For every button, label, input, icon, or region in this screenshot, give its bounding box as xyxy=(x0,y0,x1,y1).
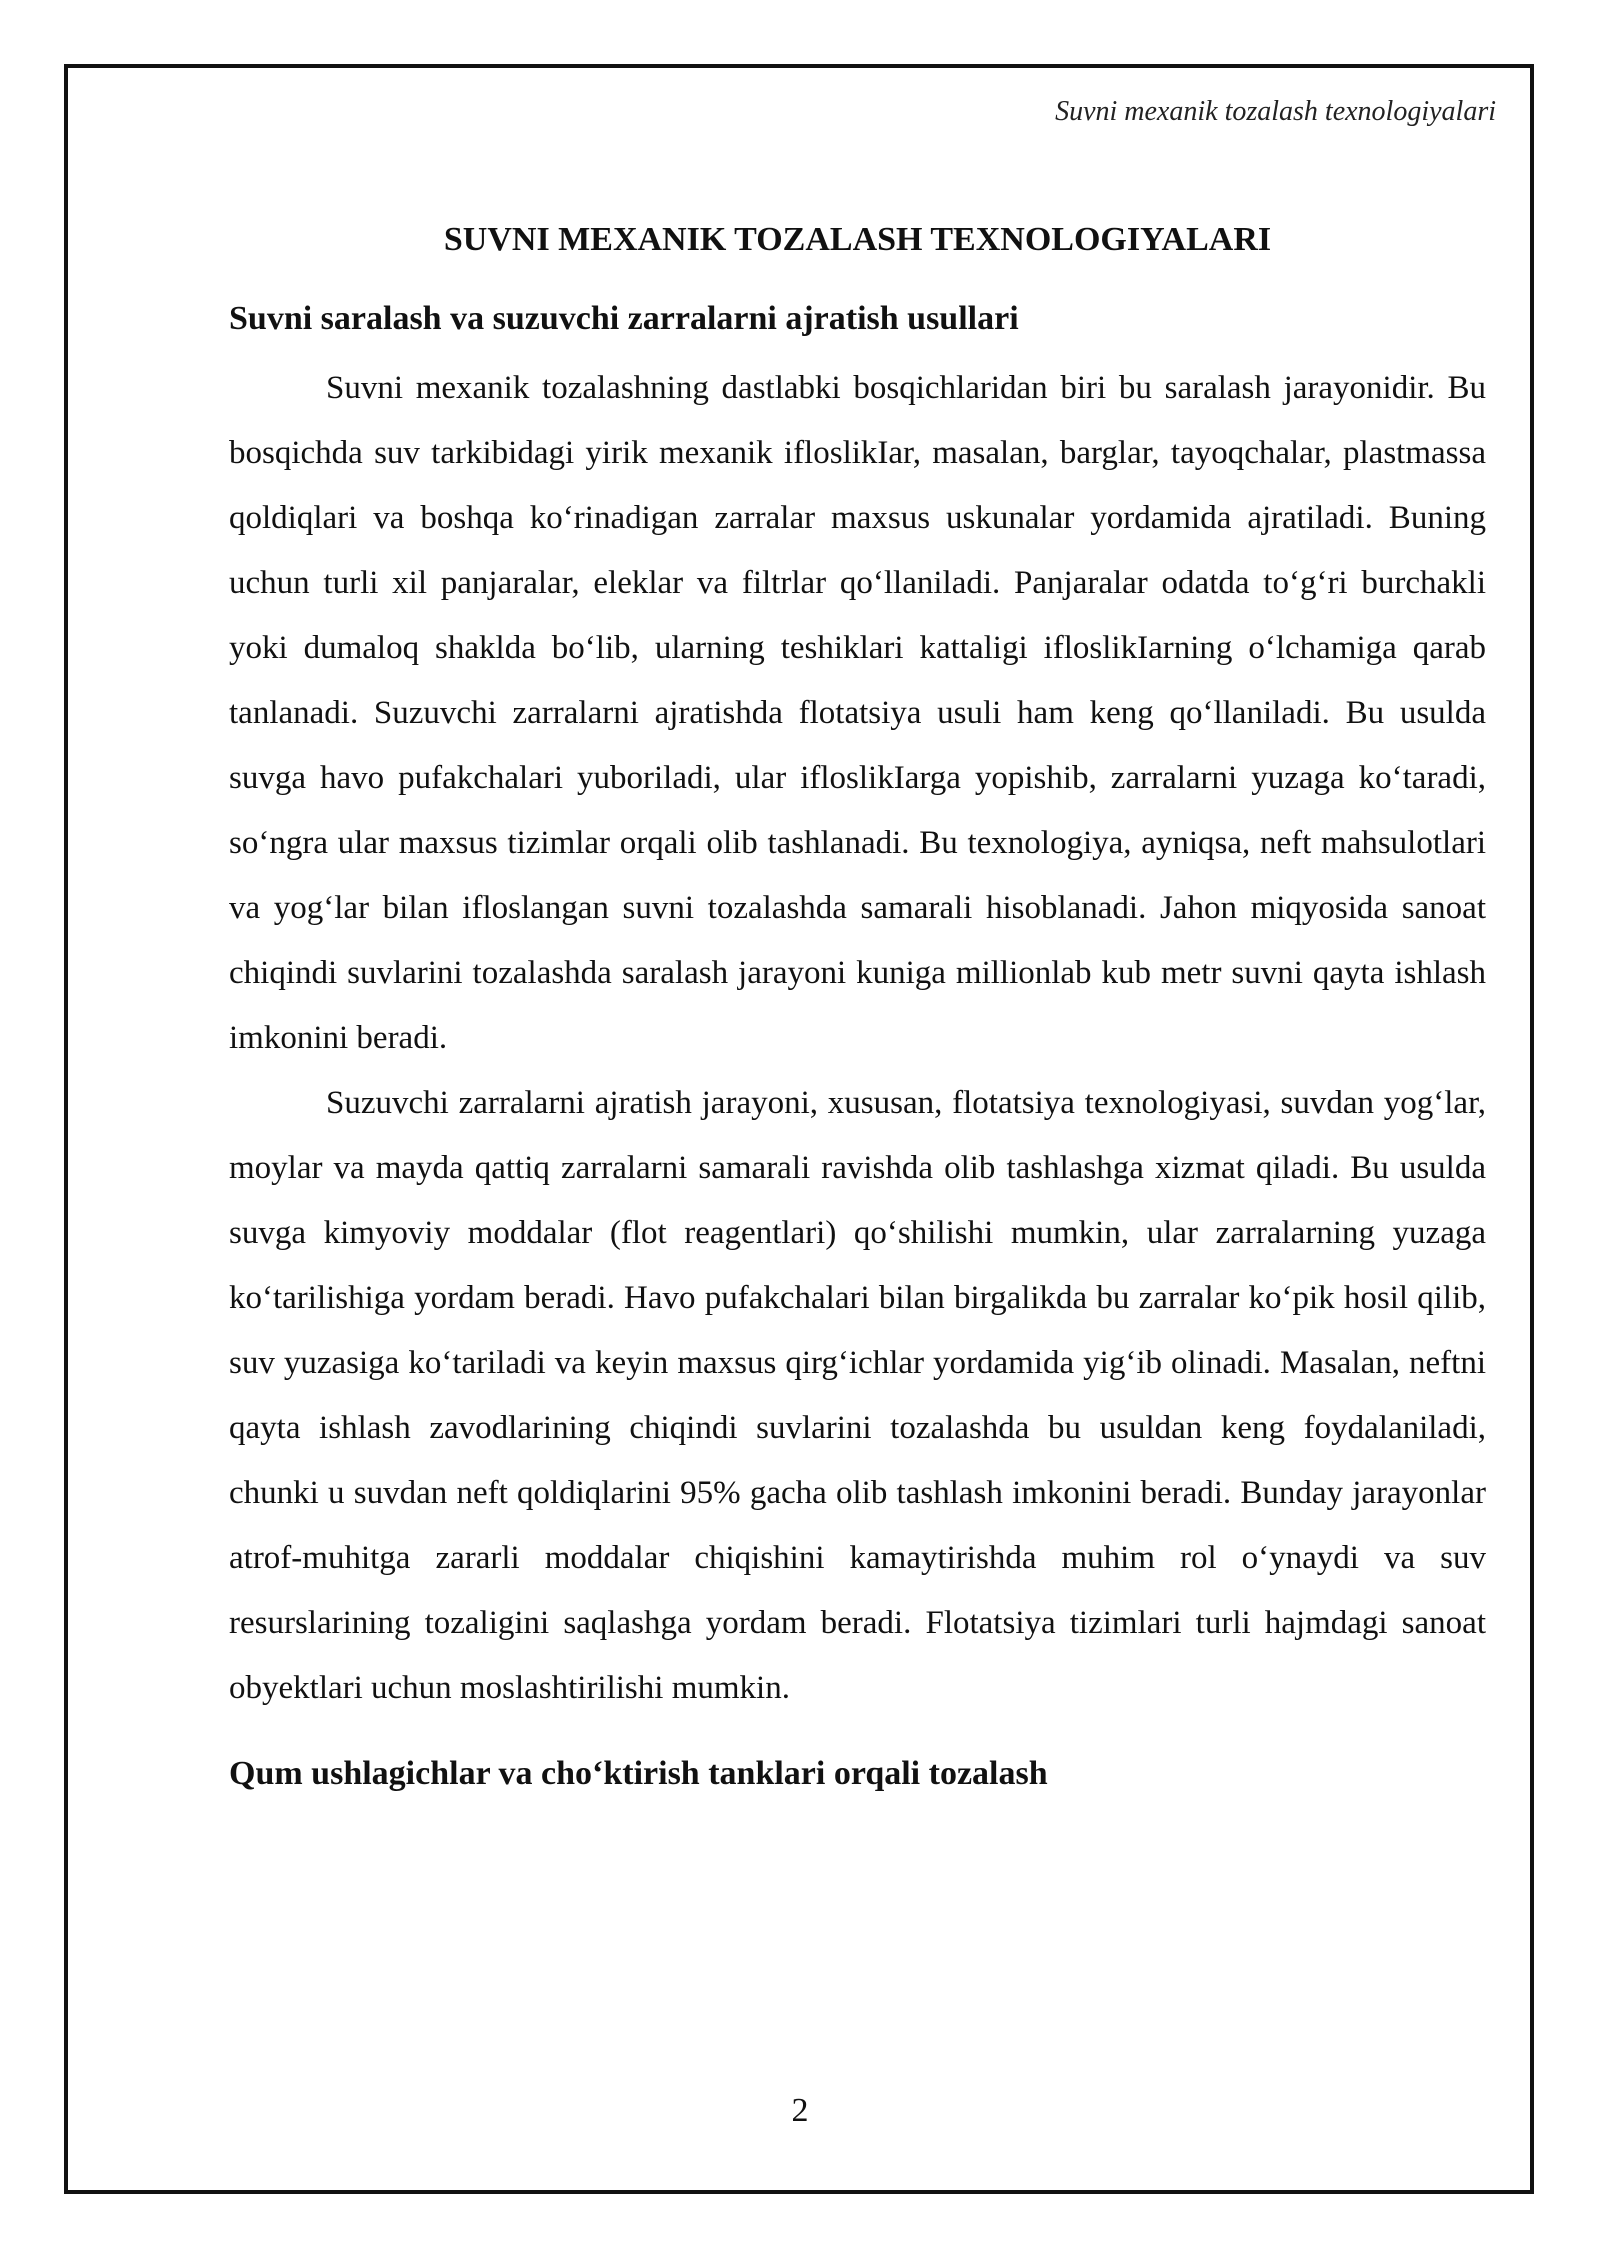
paragraph-flotation: Suzuvchi zarralarni ajratish jarayoni, xususan, flotatsiya texnologiyasi, suvdan yog‘lar, moylar va mayda qattiq zarralarni samarali ravishda olib tashlashga xizmat qiladi. Bu usulda suvga kimyoviy moddalar (flot reagentlari) qo‘shilishi mumkin, ular zarralarning yuzaga ko‘tarilishiga yordam beradi. Havo pufakchalari bilan birgalikda bu zarralar ko‘pik hosil qilib, suv yuzasiga ko‘tariladi va keyin maxsus qirg‘ichlar yordamida yig‘ib olinadi. Masalan, neftni qayta ishlash zavodlarining chiqindi suvlarini tozalashda bu usuldan keng foydalaniladi, chunki u suvdan neft qoldiqlarini 95% gacha olib tashlash imkonini beradi. Bunday jarayonlar atrof-muhitga zararli moddalar chiqishini kamaytirishda muhim rol o‘ynaydi va suv resurslarining tozaligini saqlashga yordam beradi. Flotatsiya tizimlari turli hajmdagi sanoat obyektlari uchun moslashtirilishi mumkin. xyxy=(229,1085,1486,1706)
running-header: Suvni mexanik tozalash texnologiyalari xyxy=(1055,96,1496,127)
document-title: SUVNI MEXANIK TOZALASH TEXNOLOGIYALARI xyxy=(443,221,1272,258)
section-heading-sorting: Suvni saralash va suzuvchi zarralarni ajratish usullari xyxy=(229,300,1019,337)
paragraph-sorting-intro: Suvni mexanik tozalashning dastlabki bosqichlaridan biri bu saralash jarayonidir. Bu bosqichda suv tarkibidagi yirik mexanik ifloslikIar, masalan, barglar, tayoqchalar, plastmassa qoldiqlari va boshqa ko‘rinadigan zarralar maxsus uskunalar yordamida ajratiladi. Buning uchun turli xil panjaralar, eleklar va filtrlar qo‘llaniladi. Panjaralar odatda to‘g‘ri burchakli yoki dumaloq shaklda bo‘lib, ularning teshiklari kattaligi ifloslikIarning o‘lchamiga qarab tanlanadi. Suzuvchi zarralarni ajratishda flotatsiya usuli ham keng qo‘llaniladi. Bu usulda suvga havo pufakchalari yuboriladi, ular ifloslikIarga yopishib, zarralarni yuzaga ko‘taradi, so‘ngra ular maxsus tizimlar orqali olib tashlanadi. Bu texnologiya, ayniqsa, neft mahsulotlari va yog‘lar bilan ifloslangan suvni tozalashda samarali hisoblanadi. Jahon miqyosida sanoat chiqindi suvlarini tozalashda saralash jarayoni kuniga millionlab kub metr suvni qayta ishlash imkonini beradi. xyxy=(229,370,1486,1056)
section-heading-sand-traps: Qum ushlagichlar va cho‘ktirish tanklari orqali tozalash xyxy=(229,1755,1048,1792)
page-number: 2 xyxy=(791,2092,809,2129)
document-body xyxy=(229,210,1486,1799)
